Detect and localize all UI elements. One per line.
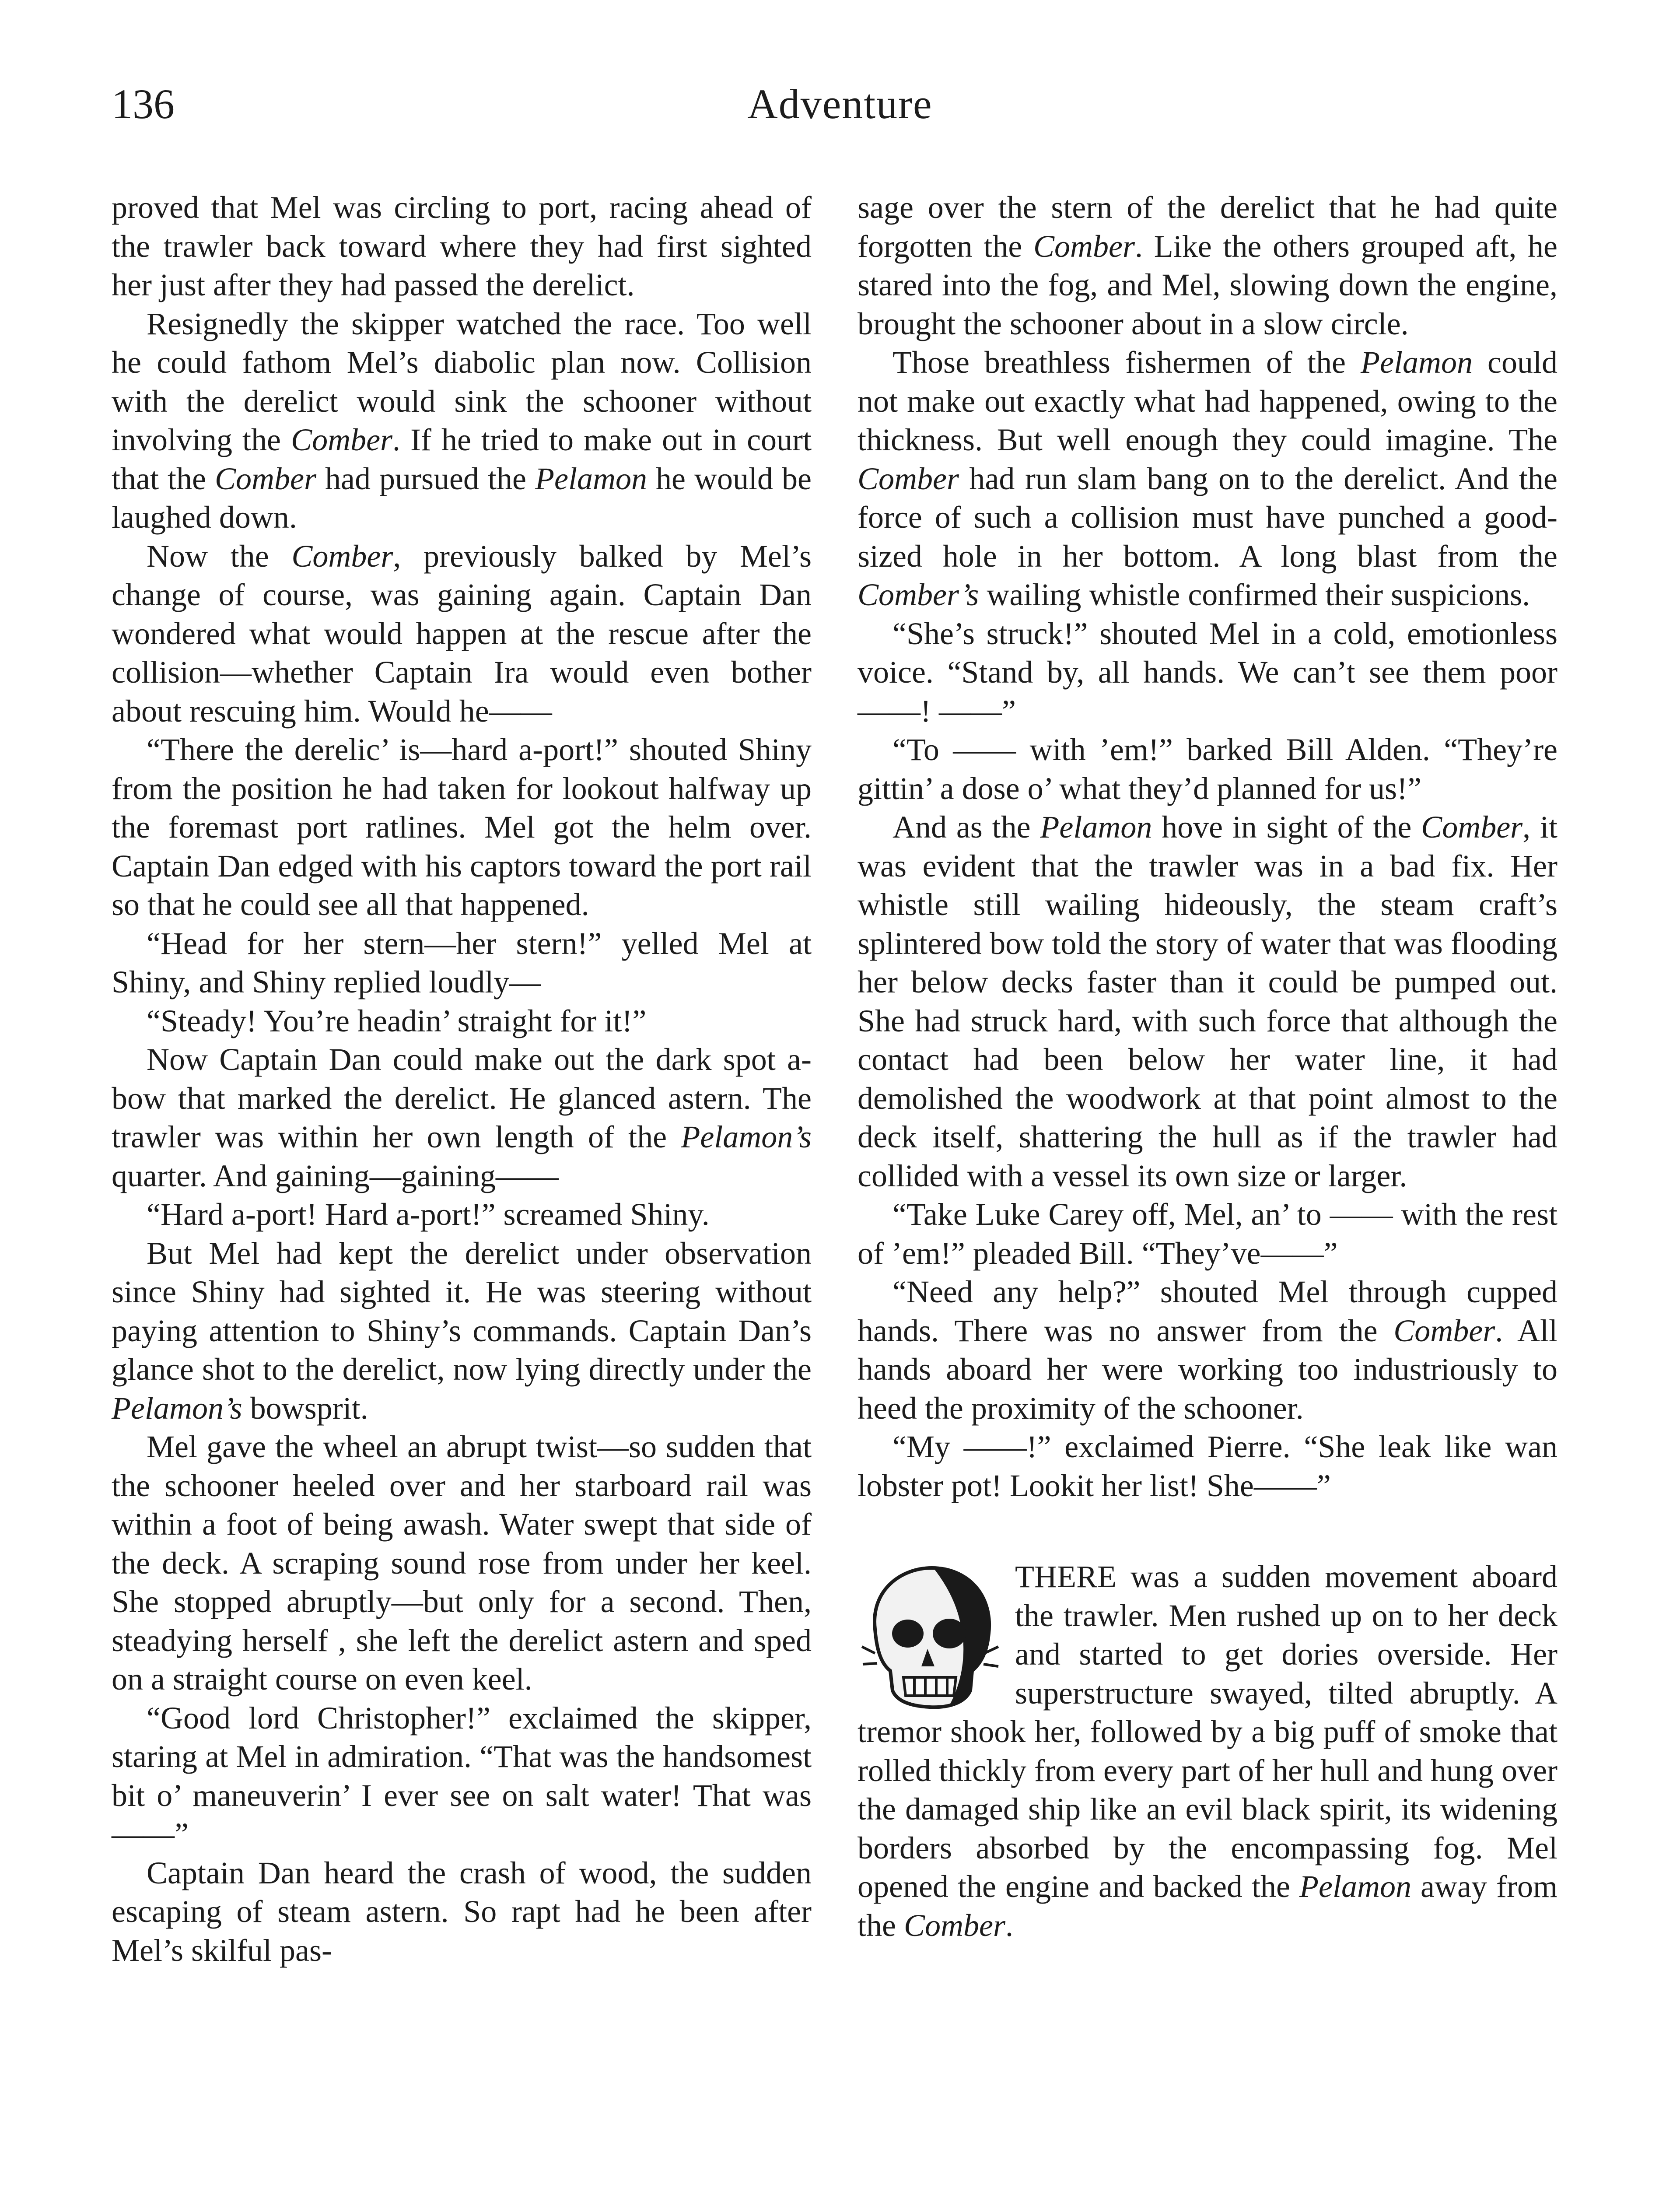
- section-break: [858, 1557, 1558, 1945]
- paragraph: Now the Comber, previously balked by Mel’s change of course, was gaining again. Captain Dan wondered what would happen at the rescue after the collision—whether Captain Ira would even bother about rescuing him. Would he——: [112, 538, 812, 729]
- paragraph: “Hard a-port! Hard a-port!” screamed Shiny.: [147, 1197, 710, 1232]
- paragraph: Now Captain Dan could make out the dark spot a-bow that marked the derelict. He glanced astern. The trawler was within her own length of the Pelamon’s quarter. And gaining—gaining——: [112, 1042, 812, 1193]
- right-column: [858, 188, 1558, 1945]
- paragraph: But Mel had kept the derelict under observation since Shiny had sighted it. He was steering without paying attention to Shiny’s commands. Captain Dan’s glance shot to the derelict, now lying directly under the Pelamon’s bowsprit.: [112, 1235, 812, 1426]
- section-paragraph: THERE was a sudden movement aboard the trawler. Men rushed up on to her deck and started to get dories overside. Her superstructure swayed, tilted abruptly. A tremor shook her, followed by a big puff of smoke that rolled thickly from every part of her hull and hung over the damaged ship like an evil black spirit, its widening borders absorbed by the encompassing fog. Mel opened the engine and backed the Pelamon away from the Comber.: [858, 1559, 1558, 1943]
- paragraph: “She’s struck!” shouted Mel in a cold, emotionless voice. “Stand by, all hands. We can’t see them poor ——! ——”: [858, 616, 1558, 729]
- paragraph: Captain Dan heard the crash of wood, the sudden escaping of steam astern. So rapt had he been after Mel’s skilful pas-: [112, 1855, 812, 1968]
- left-column: [112, 188, 812, 1970]
- paragraph: And as the Pelamon hove in sight of the Comber, it was evident that the trawler was in a bad fix. Her whistle still wailing hideously, the steam craft’s splintered bow told the story of water that was flooding her below decks faster than it could be pumped out. She had struck hard, with such force that although the contact had been below her water line, it had demolished the woodwork at that point almost to the deck itself, shattering the hull as if the trawler had collided with a vessel its own size or larger.: [858, 810, 1558, 1193]
- page-title: Adventure: [747, 81, 933, 127]
- paragraph: “To —— with ’em!” barked Bill Alden. “They’re gittin’ a dose o’ what they’d planned for us!”: [858, 732, 1558, 806]
- paragraph: “Head for her stern—her stern!” yelled Mel at Shiny, and Shiny replied loudly—: [112, 926, 812, 999]
- paragraph: “Need any help?” shouted Mel through cupped hands. There was no answer from the Comber. All hands aboard her were working too industriously to heed the proximity of the schooner.: [858, 1274, 1558, 1426]
- paragraph: proved that Mel was circling to port, racing ahead of the trawler back toward where they had first sighted her just after they had passed the derelict.: [112, 190, 812, 302]
- paragraph: “Good lord Christopher!” exclaimed the skipper, staring at Mel in admiration. “That was the handsomest bit o’ maneuverin’ I ever see on salt water! That was——”: [112, 1700, 812, 1851]
- paragraph: sage over the stern of the derelict that he had quite forgotten the Comber. Like the others grouped aft, he stared into the fog, and Mel, slowing down the engine, brought the schooner about in a slow circle.: [858, 190, 1558, 341]
- skull-icon: [858, 1559, 1002, 1712]
- paragraph: Mel gave the wheel an abrupt twist—so sudden that the schooner heeled over and her starboard rail was within a foot of being awash. Water swept that side of the deck. A scraping sound rose from under her keel. She stopped abruptly—but only for a second. Then, steadying herself , she left the derelict astern and sped on a straight course on even keel.: [112, 1429, 812, 1697]
- paragraph: “There the derelic’ is—hard a-port!” shouted Shiny from the position he had taken for lookout halfway up the foremast port ratlines. Mel got the helm over. Captain Dan edged with his captors toward the port rail so that he could see all that happened.: [112, 732, 812, 922]
- paragraph: Resignedly the skipper watched the race. Too well he could fathom Mel’s diabolic plan now. Collision with the derelict would sink the schooner without involving the Comber. If he tried to make out in court that the Comber had pursued the Pelamon he would be laughed down.: [112, 306, 812, 535]
- page-header: [0, 0, 1680, 175]
- paragraph: “Steady! You’re headin’ straight for it!”: [147, 1003, 647, 1038]
- paragraph: “My ——!” exclaimed Pierre. “She leak like wan lobster pot! Lookit her list! She——”: [858, 1429, 1558, 1503]
- paragraph: Those breathless fishermen of the Pelamon could not make out exactly what had happened, owing to the thickness. But well enough they could imagine. The Comber had run slam bang on to the derelict. And the force of such a collision must have punched a good-sized hole in her bottom. A long blast from the Comber’s wailing whistle confirmed their suspicions.: [858, 345, 1558, 612]
- paragraph: “Take Luke Carey off, Mel, an’ to —— with the rest of ’em!” pleaded Bill. “They’ve——”: [858, 1197, 1558, 1271]
- page-number: 136: [112, 81, 175, 127]
- right-column-paragraphs: [858, 188, 1558, 1505]
